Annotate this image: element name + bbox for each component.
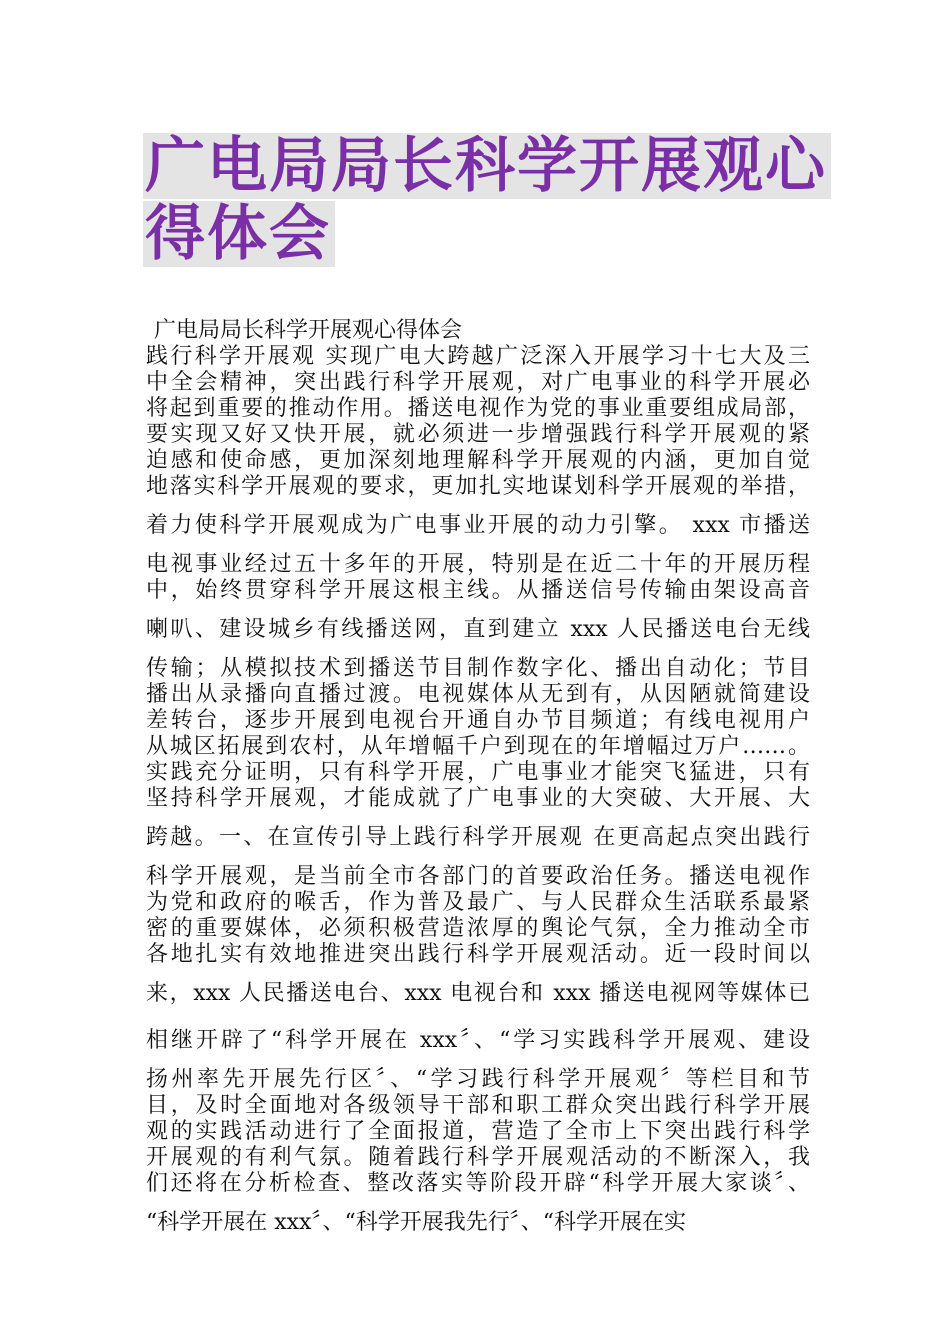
body-line: 传输；从模拟技术到播送节目制作数字化、播出自动化；节目 [146,656,810,681]
body-line: 各地扎实有效地推进突出践行科学开展观活动。近一段时间以 [146,942,810,967]
body-line: 实践充分证明，只有科学开展，广电事业才能突飞猛进，只有 [146,760,810,785]
body-line: “科学开展在 xxx〞、“科学开展我先行〞、“科学开展在实 [146,1210,686,1235]
title-line-2: 得体会 [143,201,335,267]
body-line: 中全会精神，突出践行科学开展观，对广电事业的科学开展必 [146,370,810,395]
body-line: 迫感和使命感，更加深刻地理解科学开展观的内涵，更加自觉 [146,448,810,473]
body-line: 相继开辟了“科学开展在 xxx〞、“学习实践科学开展观、建设 [146,1028,810,1053]
title-line-1: 广电局局长科学开展观心 [143,133,831,199]
body-line: 要实现又好又快开展，就必须进一步增强践行科学开展观的紧 [146,422,810,447]
body-line: 们还将在分析检查、整改落实等阶段开辟“科学开展大家谈〞、 [146,1171,810,1196]
body-line: 跨越。一、在宣传引导上践行科学开展观 在更高起点突出践行 [146,825,810,850]
body-line: 坚持科学开展观，才能成就了广电事业的大突破、大开展、大 [146,786,810,811]
body-line: 开展观的有利气氛。随着践行科学开展观活动的不断深入，我 [146,1145,810,1170]
body-line: 差转台，逐步开展到电视台开通自办节目频道；有线电视用户 [146,708,810,733]
body-line: 为党和政府的喉舌，作为普及最广、与人民群众生活联系最紧 [146,890,810,915]
body-subtitle: 广电局局长科学开展观心得体会 [154,318,463,343]
document-body [146,318,810,1236]
document-title [143,131,827,269]
body-line: 观的实践活动进行了全面报道，营造了全市上下突出践行科学 [146,1119,810,1144]
body-line: 喇叭、建设城乡有线播送网，直到建立 xxx 人民播送电台无线 [146,617,810,642]
body-line: 着力使科学开展观成为广电事业开展的动力引擎。 xxx 市播送 [146,513,810,538]
body-line: 扬州率先开展先行区〞、“学习践行科学开展观〞等栏目和节 [146,1067,810,1092]
body-line: 中，始终贯穿科学开展这根主线。从播送信号传输由架设高音 [146,578,810,603]
body-line: 电视事业经过五十多年的开展，特别是在近二十年的开展历程 [146,552,810,577]
body-line: 密的重要媒体，必须积极营造浓厚的舆论气氛，全力推动全市 [146,916,810,941]
body-line: 目，及时全面地对各级领导干部和职工群众突出践行科学开展 [146,1093,810,1118]
body-line: 从城区拓展到农村，从年增幅千户到现在的年增幅过万户……。 [146,734,810,759]
body-line: 播出从录播向直播过渡。电视媒体从无到有，从因陋就简建设 [146,682,810,707]
body-line: 将起到重要的推动作用。播送电视作为党的事业重要组成局部， [146,396,810,421]
body-line: 科学开展观，是当前全市各部门的首要政治任务。播送电视作 [146,864,810,889]
body-line: 地落实科学开展观的要求，更加扎实地谋划科学开展观的举措， [146,474,810,499]
body-line: 践行科学开展观 实现广电大跨越广泛深入开展学习十七大及三 [146,344,810,369]
body-line: 来，xxx 人民播送电台、xxx 电视台和 xxx 播送电视网等媒体已 [146,981,810,1006]
